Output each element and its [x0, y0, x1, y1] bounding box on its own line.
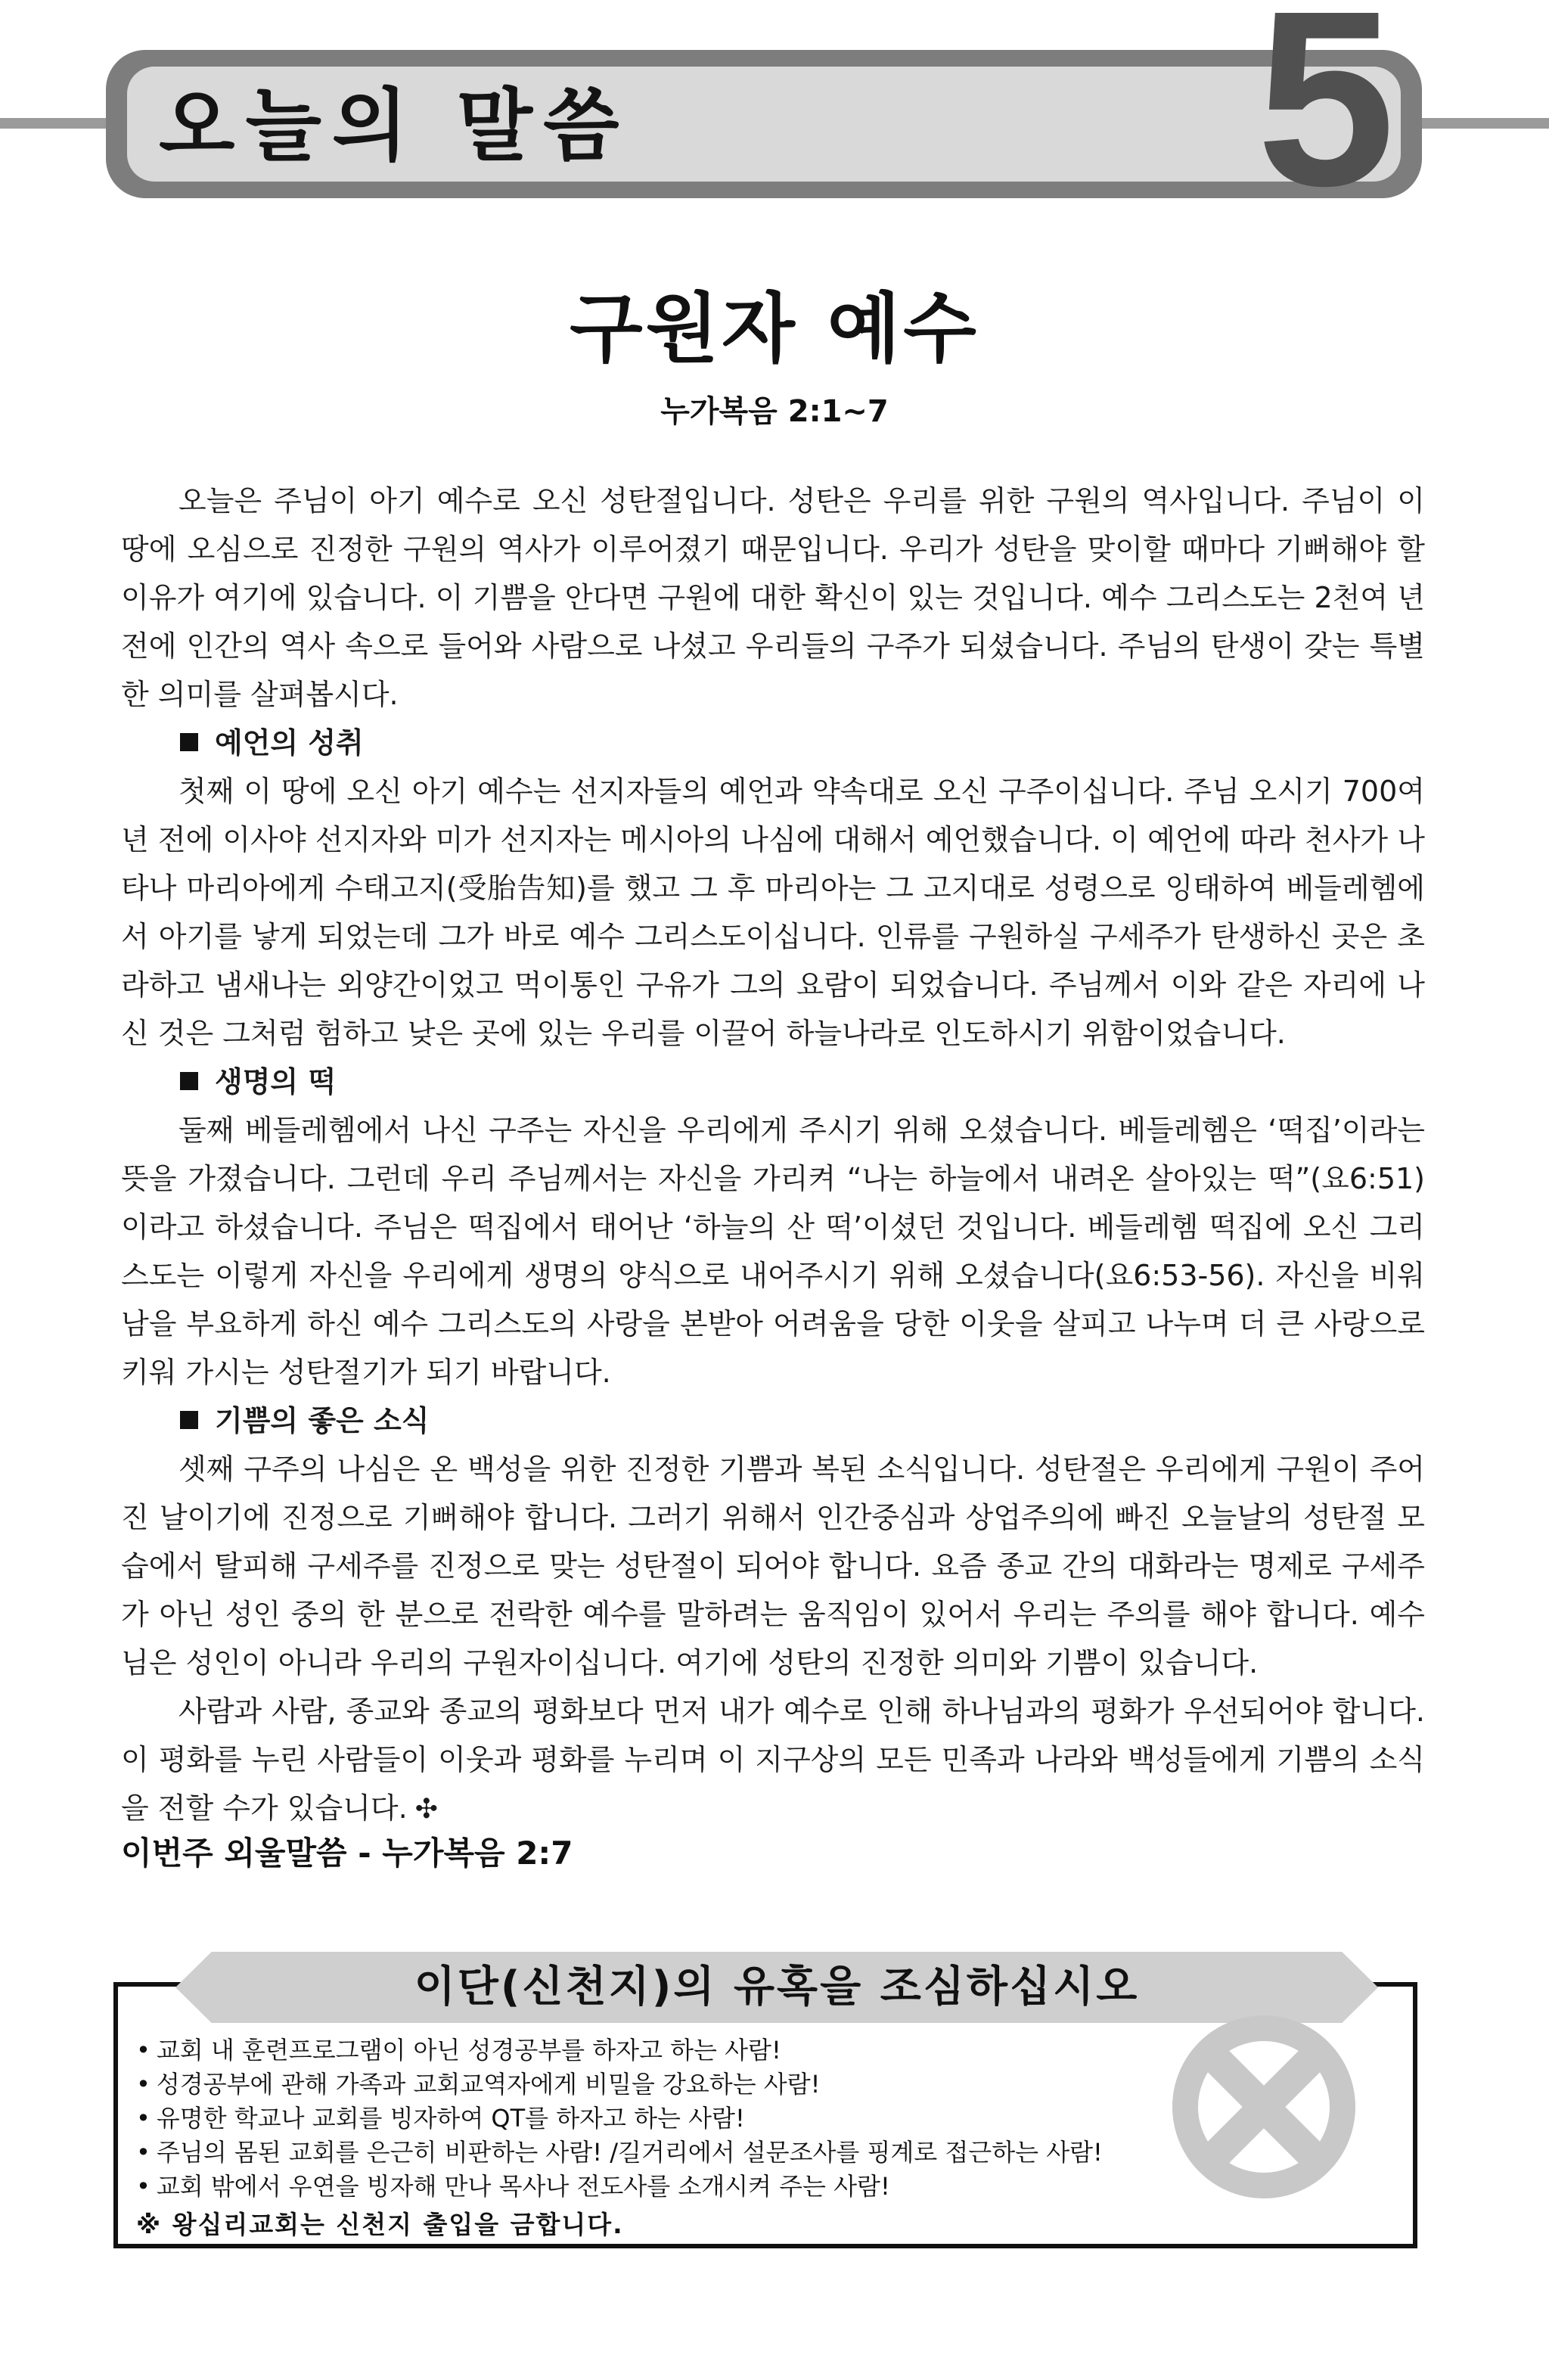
warning-title: 이단(신천지)의 유혹을 조심하십시오 — [414, 1962, 1140, 2012]
warning-item: • 성경공부에 관해 가족과 교회교역자에게 비밀을 강요하는 사람! — [136, 2068, 1377, 2102]
warning-item: • 유명한 학교나 교회를 빙자하여 QT를 하자고 하는 사람! — [136, 2102, 1377, 2136]
section-heading-text: 생명의 떡 — [215, 1065, 337, 1098]
square-bullet-icon — [180, 1411, 198, 1429]
closing-paragraph — [121, 1687, 1425, 1834]
square-bullet-icon — [180, 733, 198, 751]
warning-item: • 교회 밖에서 우연을 빙자해 만나 목사나 전도사를 소개시켜 주는 사람! — [136, 2170, 1377, 2204]
warning-note: ※ 왕십리교회는 신천지 출입을 금합니다. — [136, 2210, 624, 2239]
section-heading-text: 예언의 성취 — [215, 726, 364, 760]
body-paragraph: 첫째 이 땅에 오신 아기 예수는 선지자들의 예언과 약속대로 오신 구주이십니다. 주님 오시기 700여 년 전에 이사야 선지자와 미가 선지자는 메시아의 나심에 대해서 예언했습니다. 이 예언에 따라 천사가 나타나 마리아에게 수태고지(受胎告知)를 했고 그 후 마리아는 그 고지대로 성령으로 잉태하여 베들레헴에서 아기를 낳게 되었는데 그가 바로 예수 그리스도이십니다. 인류를 구원하실 구세주가 탄생하신 곳은 초라하고 냄새나는 외양간이었고 먹이통인 구유가 그의 요람이 되었습니다. 주님께서 이와 같은 자리에 나신 것은 그처럼 험하고 낮은 곳에 있는 우리를 이끌어 하늘나라로 인도하시기 위함이었습니다. — [121, 775, 1425, 1050]
end-mark-icon: ✣ — [414, 1794, 438, 1825]
sermon-title: 구원자 예수 — [570, 284, 979, 373]
section-heading — [121, 719, 1425, 767]
warning-list — [136, 2034, 1377, 2204]
intro-paragraph: 오늘은 주님이 아기 예수로 오신 성탄절입니다. 성탄은 우리를 위한 구원의 역사입니다. 주님이 이 땅에 오심으로 진정한 구원의 역사가 이루어졌기 때문입니다. 우리가 성탄을 맞이할 때마다 기뻐해야 할 이유가 여기에 있습니다. 이 기쁨을 안다면 구원에 대한 확신이 있는 것입니다. 예수 그리스도는 2천여 년 전에 인간의 역사 속으로 들어와 사람으로 나셨고 우리들의 구주가 되셨습니다. 주님의 탄생이 갖는 특별한 의미를 살펴봅시다. — [121, 484, 1425, 711]
sermon-body — [121, 477, 1425, 1834]
body-paragraph: 셋째 구주의 나심은 온 백성을 위한 진정한 기쁨과 복된 소식입니다. 성탄절은 우리에게 구원이 주어진 날이기에 진정으로 기뻐해야 합니다. 그러기 위해서 인간중심과 상업주의에 빠진 오늘날의 성탄절 모습에서 탈피해 구세주를 진정으로 맞는 성탄절이 되어야 합니다. 요즘 종교 간의 대화라는 명제로 구세주가 아닌 성인 중의 한 분으로 전락한 예수를 말하려는 움직임이 있어서 우리는 주의를 해야 합니다. 예수님은 성인이 아니라 우리의 구원자이십니다. 여기에 성탄의 진정한 의미와 기쁨이 있습니다. — [121, 1453, 1425, 1679]
scripture-reference: 누가복음 2:1~7 — [660, 394, 889, 429]
square-bullet-icon — [180, 1072, 198, 1090]
body-paragraph: 둘째 베들레헴에서 나신 구주는 자신을 우리에게 주시기 위해 오셨습니다. 베들레헴은 ‘떡집’이라는 뜻을 가졌습니다. 그런데 우리 주님께서는 자신을 가리켜 “나는 하늘에서 내려온 살아있는 떡”(요6:51)이라고 하셨습니다. 주님은 떡집에서 태어난 ‘하늘의 산 떡’이셨던 것입니다. 베들레헴 떡집에 오신 그리스도는 이렇게 자신을 우리에게 생명의 양식으로 내어주시기 위해 오셨습니다(요6:53-56). 자신을 비워 남을 부요하게 하신 예수 그리스도의 사랑을 본받아 어려움을 당한 이웃을 살피고 나누며 더 큰 사랑으로 키워 가시는 성탄절기가 되기 바랍니다. — [121, 1114, 1425, 1389]
warning-box-top-left — [113, 1982, 182, 1987]
section-heading-text: 기쁨의 좋은 소식 — [215, 1404, 430, 1437]
section-heading — [121, 1397, 1425, 1445]
closing-text: 사람과 사람, 종교와 종교의 평화보다 먼저 내가 예수로 인해 하나님과의 평화가 우선되어야 합니다. 이 평화를 누린 사람들이 이웃과 평화를 누리며 이 지구상의 모든 민족과 나라와 백성들에게 기쁨의 소식을 전할 수가 있습니다. — [121, 1695, 1425, 1825]
warning-item: • 주님의 몸된 교회를 은근히 비판하는 사람! /길거리에서 설문조사를 핑계로 접근하는 사람! — [136, 2136, 1377, 2170]
header-title: 오늘의 말씀 — [159, 79, 630, 172]
section-heading — [121, 1058, 1425, 1106]
warning-item: • 교회 내 훈련프로그램이 아닌 성경공부를 하자고 하는 사람! — [136, 2034, 1377, 2068]
memory-verse: 이번주 외울말씀 - 누가복음 2:7 — [121, 1835, 573, 1872]
section-number: 5 — [1256, 0, 1395, 238]
